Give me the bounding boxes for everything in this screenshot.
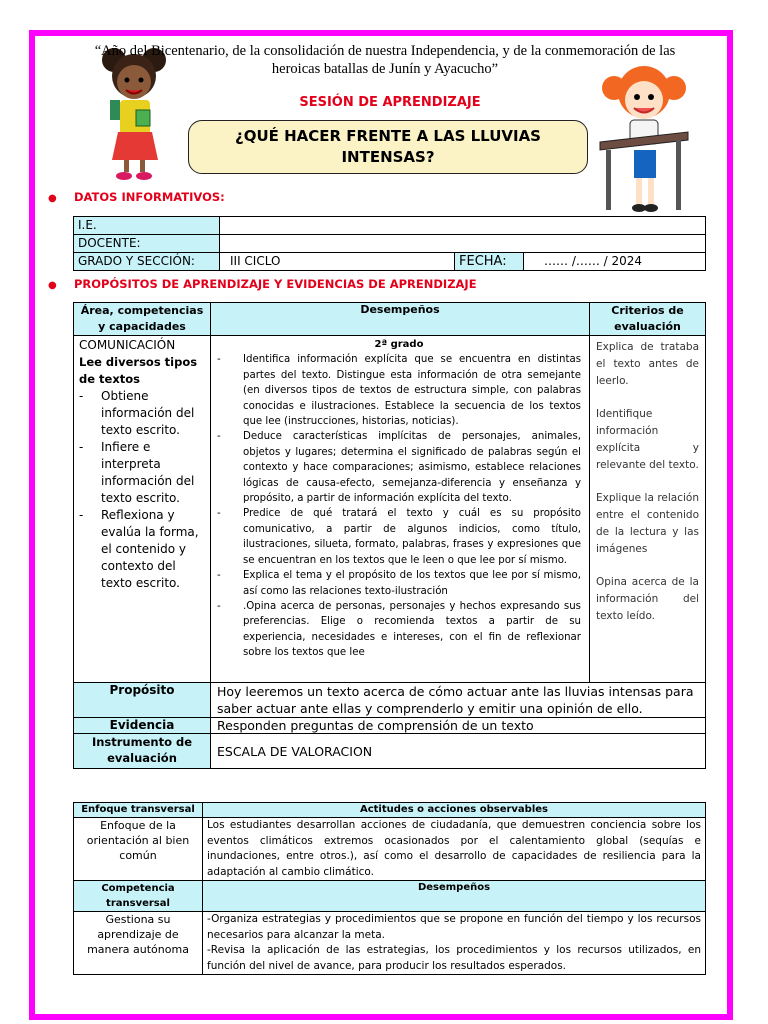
ie-value[interactable]: [220, 217, 706, 235]
competencia: Lee diversos tipos de textos: [79, 355, 198, 386]
capacidad-item: - Infiere e interpreta información del texto escrito.: [79, 439, 205, 507]
enfoque-table: [73, 802, 706, 975]
proposito-label: Propósito: [74, 683, 211, 718]
desempeno-item: - Deduce características implícitas de personajes, animales, objetos y lugares; determina el significado de palabras según el contexto y hace comparaciones; asimismo, establece relaciones lógicas de causa-efecto, semejanza-diferencia y enseñanza y propósito, a partir de información explícita del texto.: [217, 429, 581, 506]
criterio-item: Opina acerca de la información del texto leído.: [596, 576, 699, 622]
capacidad-item: - Reflexiona y evalúa la forma, el contenido y contexto del texto escrito.: [79, 507, 205, 592]
national-motto: “Año del Bicentenario, de la consolidación de nuestra Independencia, y de la conmemoración de las heroicas batallas de Junín y Ayacucho”: [94, 43, 676, 77]
actitudes-header: Actitudes o acciones observables: [203, 803, 706, 818]
instrumento-label: Instrumento de evaluación: [74, 734, 211, 769]
competencia-desempenos: [203, 912, 706, 975]
bullet-icon: ●: [48, 280, 57, 291]
info-table: [73, 216, 706, 271]
capacidad-item: - Obtiene información del texto escrito.: [79, 388, 205, 439]
criterios-cell: [590, 336, 706, 683]
ie-label: I.E.: [74, 217, 220, 235]
desempeno-1: -Organiza estrategias y procedimientos que se propone en función del tiempo y los recursos necesarios para alcanzar la meta.: [207, 913, 701, 941]
desempeno-item: - Predice de qué tratará el texto y cuál es su propósito comunicativo, a partir de algunos indicios, como título, ilustraciones, silueta, formato, palabras, frases y expresiones que se encuentran en los textos que le leen o que lee por sí mismo.: [217, 506, 581, 568]
docente-value[interactable]: [220, 235, 706, 253]
enfoque-name: Enfoque de la orientación al bien común: [74, 818, 203, 881]
grado-label: GRADO Y SECCIÓN:: [74, 253, 220, 271]
instrumento-text: ESCALA DE VALORACION: [211, 734, 706, 769]
propositos-table: [73, 302, 706, 769]
docente-label: DOCENTE:: [74, 235, 220, 253]
evidencia-label: Evidencia: [74, 718, 211, 734]
evidencia-text: Responden preguntas de comprensión de un texto: [211, 718, 706, 734]
desempenos-cell: [211, 336, 590, 683]
section-datos-informativos: [48, 190, 225, 204]
desempeno-2: -Revisa la aplicación de las estrategias, los procedimientos y los recursos utilizados, en función del nivel de avance, para producir los resultados esperados.: [207, 944, 701, 972]
desempeno-item: - .Opina acerca de personas, personajes y hechos expresando sus preferencias. Elige o recomienda textos a partir de su experiencia, necesidades e intereses, con el fin de reflexionar sobre los textos que lee: [217, 599, 581, 661]
area-cell: [74, 336, 211, 683]
criterio-item: Explique la relación entre el contenido de la lectura y las imágenes: [596, 492, 699, 555]
header-area: Área, competencias y capacidades: [74, 303, 211, 336]
fecha-value: …… /…… / 2024: [524, 253, 706, 271]
session-title-text: ¿QUÉ HACER FRENTE A LAS LLUVIAS INTENSAS?: [235, 127, 541, 166]
desempenos-list: [217, 352, 581, 660]
header-criterios: Criterios de evaluación: [590, 303, 706, 336]
competencia-header: Competencia transversal: [74, 881, 203, 912]
section-propositos: [48, 277, 477, 291]
competencia-name: Gestiona su aprendizaje de manera autónoma: [74, 912, 203, 975]
desempenos-header: Desempeños: [203, 881, 706, 912]
capacidades-list: [79, 388, 205, 592]
grado-label: 2ª grado: [374, 339, 424, 350]
proposito-text: Hoy leeremos un texto acerca de cómo actuar ante las lluvias intensas para saber actuar ante ellas y comprenderlo y emitir una opinión de ello.: [211, 683, 706, 718]
criterio-item: Explica de trataba el texto antes de leerlo.: [596, 341, 699, 387]
header-desempenos: Desempeños: [211, 303, 590, 336]
girl-at-desk-illustration: [596, 62, 692, 218]
desempeno-item: - Identifica información explícita que se encuentra en distintas partes del texto. Distingue esta información de otra semejante (en diversos tipos de textos de estructura simple, con palabras conocidas e ilustraciones. Establece la secuencia de los textos que lee (instrucciones, historias, noticias).: [217, 352, 581, 429]
fecha-label: FECHA:: [455, 253, 524, 271]
bullet-icon: ●: [48, 193, 57, 204]
section-title: DATOS INFORMATIVOS:: [74, 190, 225, 204]
enfoque-header: Enfoque transversal: [74, 803, 203, 818]
session-label: SESIÓN DE APRENDIZAJE: [299, 95, 481, 110]
ciclo-value: III CICLO: [220, 253, 455, 271]
area-name: COMUNICACIÓN: [79, 338, 176, 352]
session-title: [188, 120, 588, 174]
section-title: PROPÓSITOS DE APRENDIZAJE Y EVIDENCIAS DE APRENDIZAJE: [74, 277, 477, 291]
criterio-item: Identifique información explícita y relevante del texto.: [596, 408, 699, 471]
enfoque-text: Los estudiantes desarrollan acciones de ciudadanía, que demuestren conciencia sobre los eventos climáticos extremos ocasionados por el calentamiento global (sequías e inundaciones, entre otros.), así como el desarrollo de capacidades de resiliencia para la adaptación al cambio climático.: [203, 818, 706, 881]
desempeno-item: - Explica el tema y el propósito de los textos que lee por sí mismo, así como las relaciones texto-ilustración: [217, 568, 581, 599]
